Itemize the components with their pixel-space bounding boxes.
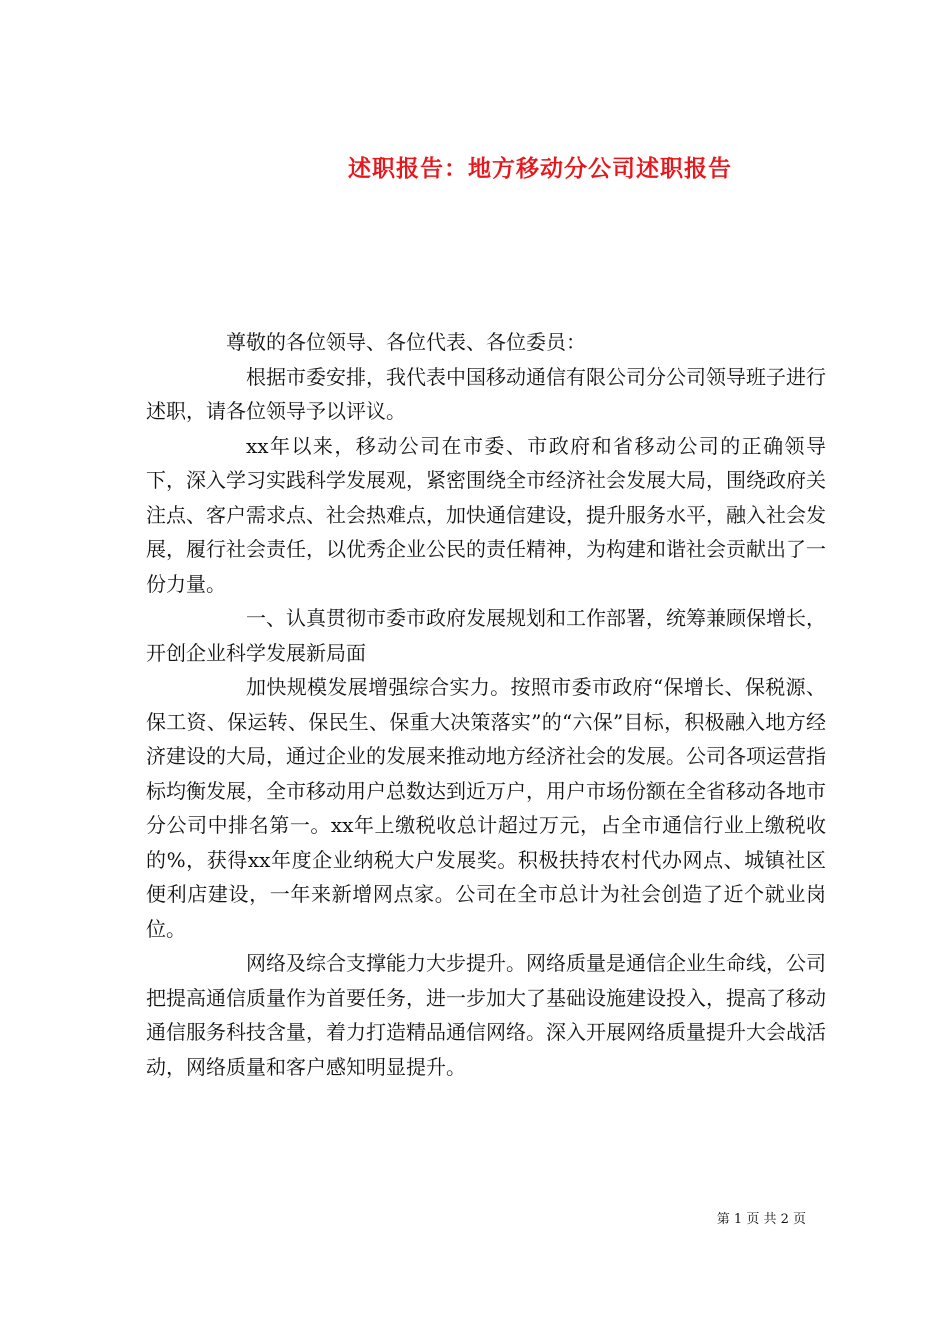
page-number: 第 1 页 共 2 页 (716, 1212, 806, 1227)
paragraph-overview: xx年以来，移动公司在市委、市政府和省移动公司的正确领导下，深入学习实践科学发展观，紧密围绕全市经济社会发展大局，围绕政府关注点、客户需求点、社会热难点，加快通信建设，提升服务水平，融入社会发展，履行社会责任，以优秀企业公民的责任精神，为构建和谐社会贡献出了一份力量。 (146, 433, 826, 596)
document-body (146, 325, 826, 1084)
section-heading-one: 一、认真贯彻市委市政府发展规划和工作部署，统筹兼顾保增长，开创企业科学发展新局面 (146, 606, 826, 665)
paragraph-intro: 根据市委安排，我代表中国移动通信有限公司分公司领导班子进行述职，请各位领导予以评议。 (146, 364, 826, 423)
salutation: 尊敬的各位领导、各位代表、各位委员： (226, 330, 586, 354)
paragraph-network-capability: 网络及综合支撑能力大步提升。网络质量是通信企业生命线，公司把提高通信质量作为首要任务，进一步加大了基础设施建设投入，提高了移动通信服务科技含量，着力打造精品通信网络。深入开展网络质量提升大会战活动，网络质量和客户感知明显提升。 (146, 951, 826, 1079)
document-title: 述职报告：地方移动分公司述职报告 (348, 155, 732, 183)
paragraph-scale-development: 加快规模发展增强综合实力。按照市委市政府“保增长、保税源、保工资、保运转、保民生、保重大决策落实”的“六保”目标，积极融入地方经济建设的大局，通过企业的发展来推动地方经济社会的发展。公司各项运营指标均衡发展，全市移动用户总数达到近万户，用户市场份额在全省移动各地市分公司中排名第一。xx年上缴税收总计超过万元，占全市通信行业上缴税收的%，获得xx年度企业纳税大户发展奖。积极扶持农村代办网点、城镇社区便利店建设，一年来新增网点家。公司在全市总计为社会创造了近个就业岗位。 (146, 675, 826, 941)
